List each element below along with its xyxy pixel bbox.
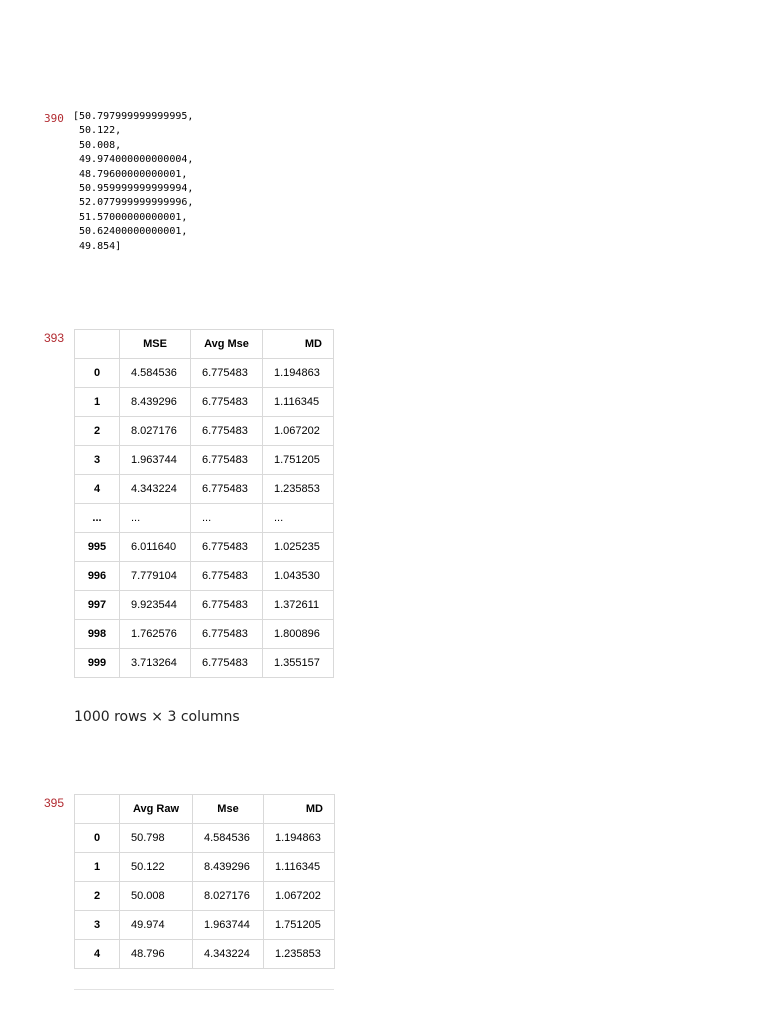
table-header-row xyxy=(75,330,334,359)
table-cell: 3.713264 xyxy=(120,649,191,678)
table-cell: 50.798 xyxy=(120,824,193,853)
table-cell: 6.775483 xyxy=(191,475,263,504)
table-cell: 1.116345 xyxy=(263,388,334,417)
row-index: 998 xyxy=(75,620,120,649)
table-cell: 1.355157 xyxy=(263,649,334,678)
table-row xyxy=(75,359,334,388)
table-cell: ... xyxy=(263,504,334,533)
dataframe-table xyxy=(74,794,335,969)
table-row xyxy=(75,475,334,504)
table-cell: ... xyxy=(120,504,191,533)
output-divider xyxy=(74,989,334,990)
column-header: MSE xyxy=(120,330,191,359)
table-row xyxy=(75,388,334,417)
table-cell: 6.775483 xyxy=(191,562,263,591)
table-cell: 1.963744 xyxy=(193,911,264,940)
execution-count-prompt: 395 xyxy=(44,796,65,810)
index-header xyxy=(75,330,120,359)
table-cell: 4.343224 xyxy=(120,475,191,504)
table-cell: 1.043530 xyxy=(263,562,334,591)
execution-count-prompt: 390 xyxy=(44,112,64,125)
table-cell: 7.779104 xyxy=(120,562,191,591)
table-cell: 1.194863 xyxy=(263,359,334,388)
column-header: Avg Mse xyxy=(191,330,263,359)
table-cell: 1.751205 xyxy=(263,446,334,475)
row-index: 997 xyxy=(75,591,120,620)
table-cell: 1.116345 xyxy=(264,853,335,882)
table-row xyxy=(75,911,335,940)
row-index: ... xyxy=(75,504,120,533)
row-index: 1 xyxy=(75,388,120,417)
table-row xyxy=(75,562,334,591)
dataframe-table xyxy=(74,329,334,678)
row-index: 996 xyxy=(75,562,120,591)
table-cell: 6.775483 xyxy=(191,591,263,620)
table-row xyxy=(75,853,335,882)
table-cell: 1.235853 xyxy=(263,475,334,504)
dataframe-shape-label: 1000 rows × 3 columns xyxy=(74,709,240,725)
table-cell: 1.235853 xyxy=(264,940,335,969)
table-cell: 8.439296 xyxy=(193,853,264,882)
column-header: Avg Raw xyxy=(120,795,193,824)
table-cell: 1.762576 xyxy=(120,620,191,649)
row-index: 995 xyxy=(75,533,120,562)
table-cell: 50.008 xyxy=(120,882,193,911)
table-cell: 4.584536 xyxy=(120,359,191,388)
column-header: Mse xyxy=(193,795,264,824)
row-index: 0 xyxy=(75,824,120,853)
table-cell: 6.775483 xyxy=(191,359,263,388)
table-row xyxy=(75,620,334,649)
list-output-text: [50.797999999999995, 50.122, 50.008, 49.974000000000004, 48.79600000000001, 50.959999999999994, 52.077999999999996, 51.57000000000001, 50.62400000000001, 49.854] xyxy=(73,111,194,252)
row-index: 2 xyxy=(75,417,120,446)
table-cell: 1.025235 xyxy=(263,533,334,562)
table-cell: 1.963744 xyxy=(120,446,191,475)
column-header: MD xyxy=(263,330,334,359)
table-cell: 6.775483 xyxy=(191,388,263,417)
table-cell: ... xyxy=(191,504,263,533)
table-cell: 4.343224 xyxy=(193,940,264,969)
table-cell: 50.122 xyxy=(120,853,193,882)
table-row xyxy=(75,882,335,911)
table-cell: 8.027176 xyxy=(193,882,264,911)
table-header-row xyxy=(75,795,335,824)
table-cell: 6.011640 xyxy=(120,533,191,562)
table-cell: 1.067202 xyxy=(263,417,334,446)
row-index: 4 xyxy=(75,475,120,504)
row-index: 3 xyxy=(75,911,120,940)
row-index: 0 xyxy=(75,359,120,388)
table-cell: 49.974 xyxy=(120,911,193,940)
row-index: 3 xyxy=(75,446,120,475)
index-header xyxy=(75,795,120,824)
table-cell: 6.775483 xyxy=(191,533,263,562)
table-cell: 48.796 xyxy=(120,940,193,969)
table-cell: 1.751205 xyxy=(264,911,335,940)
table-row xyxy=(75,533,334,562)
table-row xyxy=(75,649,334,678)
table-row xyxy=(75,417,334,446)
table-cell: 1.067202 xyxy=(264,882,335,911)
table-cell: 4.584536 xyxy=(193,824,264,853)
table-cell: 9.923544 xyxy=(120,591,191,620)
table-cell: 1.372611 xyxy=(263,591,334,620)
table-cell: 6.775483 xyxy=(191,417,263,446)
table-cell: 8.439296 xyxy=(120,388,191,417)
row-index: 999 xyxy=(75,649,120,678)
table-row xyxy=(75,940,335,969)
table-row xyxy=(75,504,334,533)
table-cell: 6.775483 xyxy=(191,620,263,649)
row-index: 2 xyxy=(75,882,120,911)
table-row xyxy=(75,446,334,475)
row-index: 1 xyxy=(75,853,120,882)
column-header: MD xyxy=(264,795,335,824)
table-cell: 6.775483 xyxy=(191,446,263,475)
table-cell: 1.194863 xyxy=(264,824,335,853)
table-cell: 8.027176 xyxy=(120,417,191,446)
execution-count-prompt: 393 xyxy=(44,331,65,345)
table-cell: 1.800896 xyxy=(263,620,334,649)
table-row xyxy=(75,824,335,853)
table-cell: 6.775483 xyxy=(191,649,263,678)
row-index: 4 xyxy=(75,940,120,969)
table-row xyxy=(75,591,334,620)
